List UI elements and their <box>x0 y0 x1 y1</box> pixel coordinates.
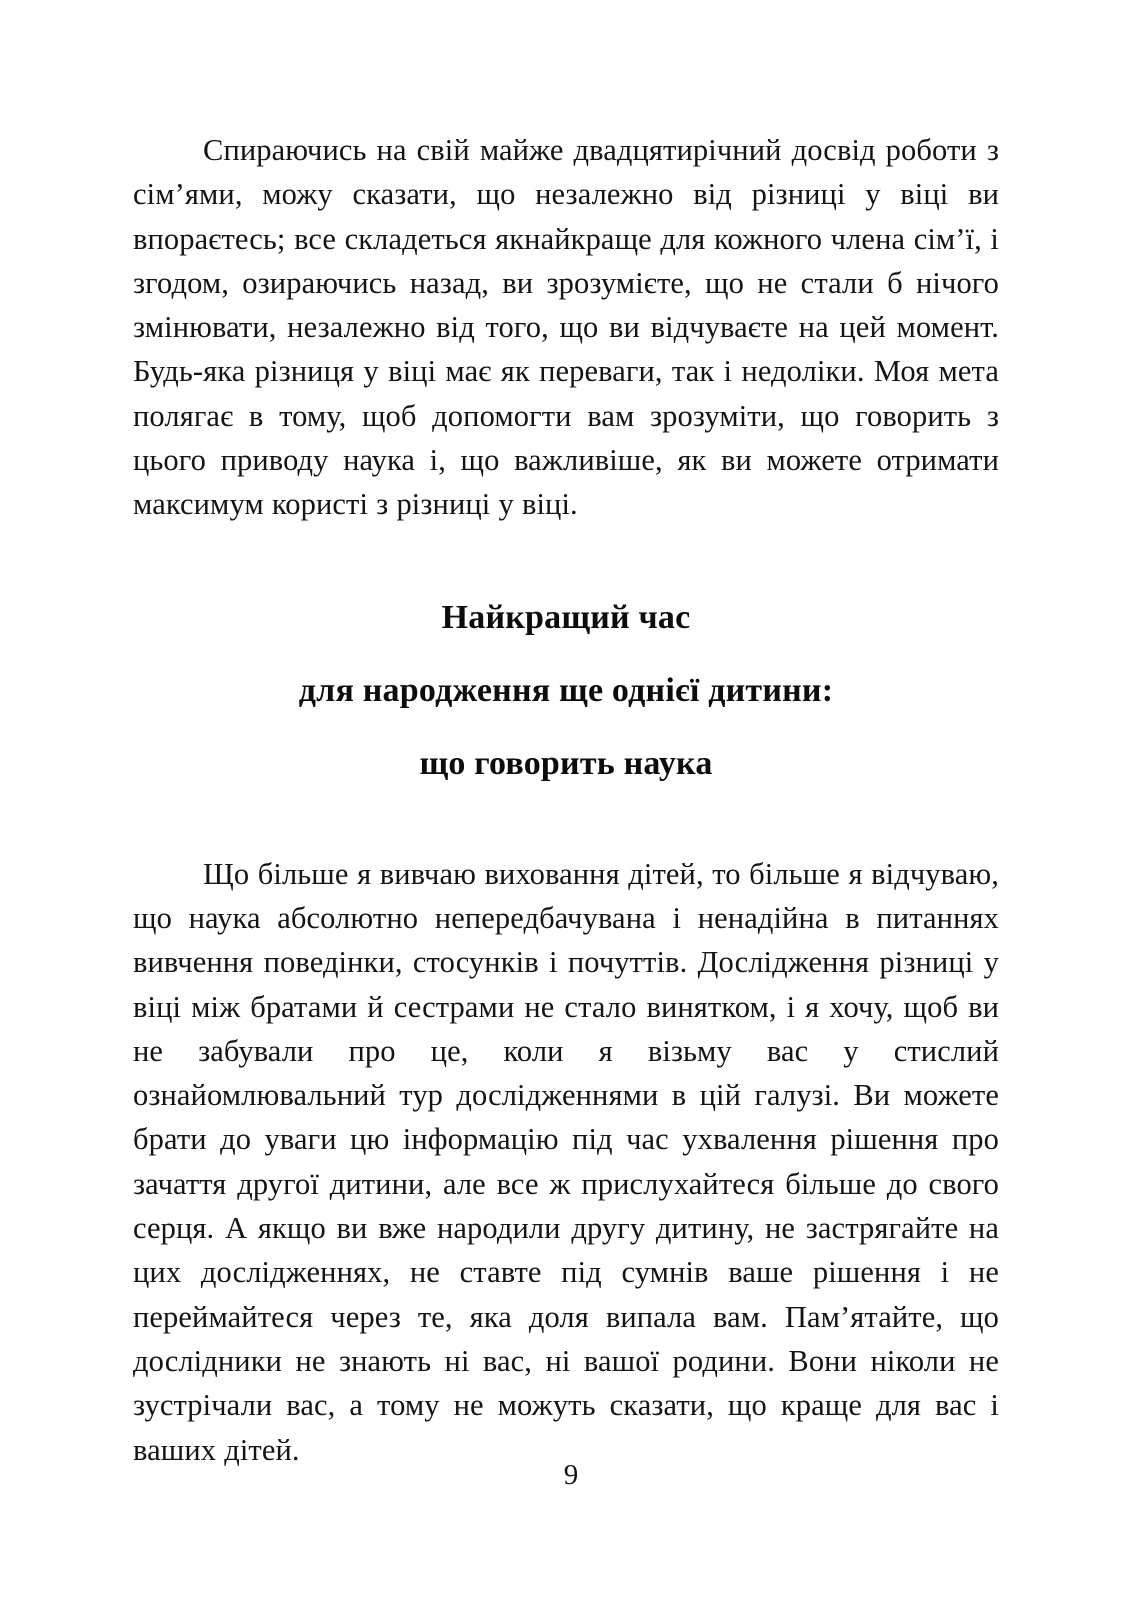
text-column <box>133 128 999 1472</box>
page-number: 9 <box>563 1459 579 1491</box>
chapter-heading-line-2: для народження ще однієї дитини: <box>298 671 834 709</box>
heading-top-spacer <box>133 527 999 581</box>
paragraph-science: Що більше я вивчаю виховання дітей, то більше я відчуваю, що наука абсолютно непередбачувана і ненадійна в питаннях вивчення поведінки, стосунків і почуттів. Дослідження різниці у віці між братами й сестрами не стало винятком, і я хочу, щоб ви не забували про це, коли я візьму вас у стислий ознайомлювальний тур дослідженнями в цій галузі. Ви можете брати до уваги цю інформацію під час ухвалення рішення про зачаття другої дитини, але все ж прислухайтеся більше до свого серця. А якщо ви вже народили другу дитину, не застрягайте на цих дослідженнях, не ставте під сумнів ваше рішення і не переймайтеся через те, яка доля випала вам. Пам’ятайте, що дослідники не знають ні вас, ні вашої родини. Вони ніколи не зустрічали вас, а тому не можуть сказати, що краще для вас і ваших дітей. <box>133 856 999 1467</box>
chapter-heading <box>133 581 999 800</box>
heading-bottom-spacer <box>133 800 999 852</box>
chapter-heading-line-3: що говорить наука <box>419 744 713 782</box>
paragraph-intro: Спираючись на свій майже двадцятирічний досвід роботи з сім’ями, можу сказати, що незалежно від різниці у віці ви впораєтесь; все складеться якнайкраще для кожного члена сім’ї, і згодом, озираючись назад, ви зрозумієте, що не стали б нічого змінювати, незалежно від того, що ви відчуваєте на цей момент. Будь-яка різниця у віці має як переваги, так і недоліки. Моя мета полягає в тому, щоб допомогти вам зрозуміти, що говорить з цього приводу наука і, що важливіше, як ви можете отримати максимум користі з різниці у віці. <box>133 133 999 522</box>
chapter-heading-line-1: Найкращий час <box>441 598 691 636</box>
